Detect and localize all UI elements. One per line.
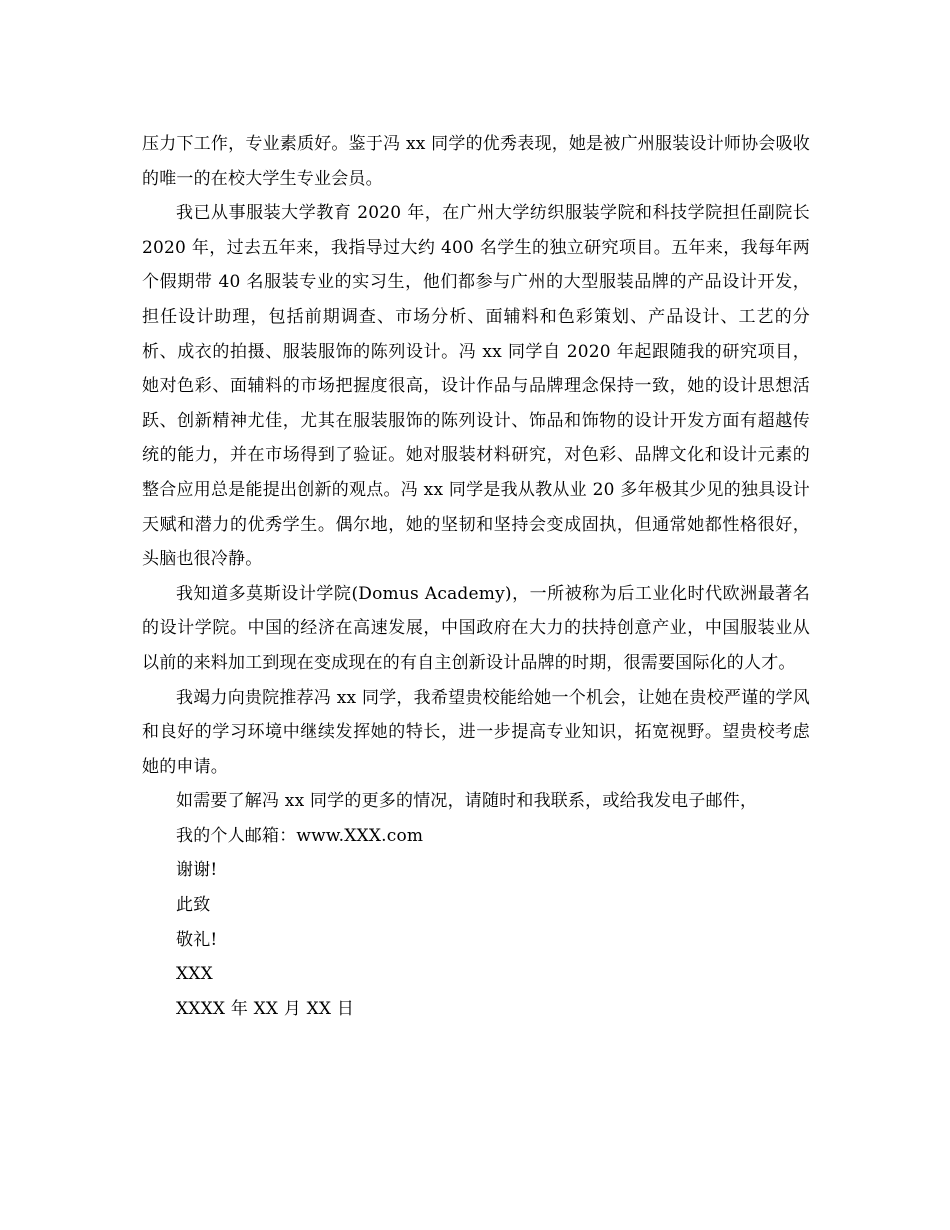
regards-line: 敬礼! xyxy=(176,929,218,950)
paragraph-domus-academy: 我知道多莫斯设计学院(Domus Academy)，一所被称为后工业化时代欧洲最著名的设计学院。中国的经济在高速发展，中国政府在大力的扶持创意产业，中国服装业从以前的来料加工到现在变成现在的有自主创新设计品牌的时期，很需要国际化的人才。 xyxy=(142,583,810,673)
paragraph-experience: 我已从事服装大学教育 2020 年，在广州大学纺织服装学院和科技学院担任副院长 2020 年，过去五年来，我指导过大约 400 名学生的独立研究项目。五年来，我每年两个假期带 40 名服装专业的实习生，他们都参与广州的大型服装品牌的产品设计开发，担任设计助理，包括前期调查、市场分析、面辅料和色彩策划、产品设计、工艺的分析、成衣的拍摄、服装服饰的陈列设计。冯 xx 同学自 2020 年起跟随我的研究项目，她对色彩、面辅料的市场把握度很高，设计作品与品牌理念保持一致，她的设计思想活跃、创新精神尤佳，尤其在服装服饰的陈列设计、饰品和饰物的设计开发方面有超越传统的能力，并在市场得到了验证。她对服装材料研究，对色彩、品牌文化和设计元素的整合应用总是能提出创新的观点。冯 xx 同学是我从教从业 20 多年极其少见的独具设计天赋和潜力的优秀学生。偶尔地，她的坚韧和坚持会变成固执，但通常她都性格很好，头脑也很冷静。 xyxy=(142,203,810,570)
letter-body xyxy=(142,127,810,1026)
paragraph-continuation: 压力下工作，专业素质好。鉴于冯 xx 同学的优秀表现，她是被广州服装设计师协会吸收的唯一的在校大学生专业会员。 xyxy=(142,134,810,189)
signature-name: XXX xyxy=(176,964,213,985)
paragraph-recommendation: 我竭力向贵院推荐冯 xx 同学，我希望贵校能给她一个机会，让她在贵校严谨的学风和良好的学习环境中继续发挥她的特长，进一步提高专业知识，拓宽视野。望贵校考虑她的申请。 xyxy=(142,687,810,777)
closing-block xyxy=(142,784,810,1026)
date-line: XXXX 年 XX 月 XX 日 xyxy=(176,998,355,1019)
contact-line: 如需要了解冯 xx 同学的更多的情况，请随时和我联系，或给我发电子邮件， xyxy=(176,791,758,812)
thanks-line: 谢谢! xyxy=(176,860,218,881)
email-line: 我的个人邮箱：www.XXX.com xyxy=(176,825,424,846)
salutation-line: 此致 xyxy=(176,895,211,916)
